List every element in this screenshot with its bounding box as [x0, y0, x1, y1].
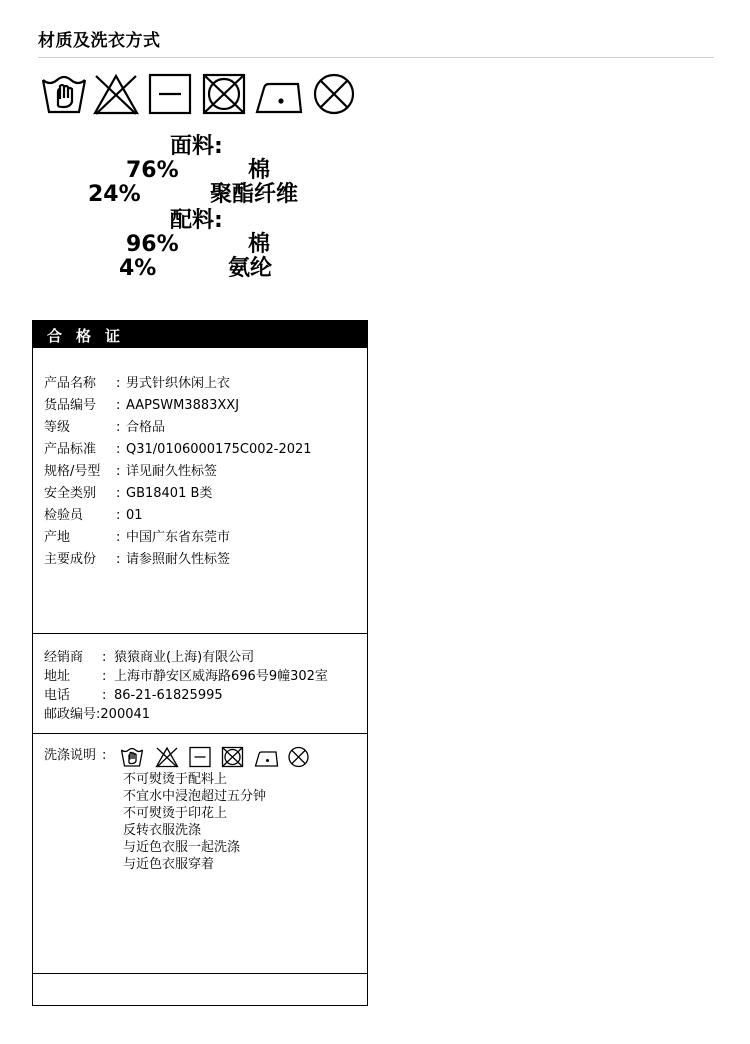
lining-percent: 96% — [126, 232, 179, 257]
fabric-label: 面料: — [170, 134, 223, 159]
certificate-header — [33, 321, 367, 348]
section-divider — [33, 633, 367, 634]
dealer-row: 地址 : 上海市静安区威海路696号9幢302室 — [44, 669, 328, 684]
section-divider — [33, 973, 367, 974]
wash-instruction: 反转衣服洗涤 — [123, 823, 202, 838]
section-title: 材质及洗衣方式 — [38, 31, 161, 51]
do-not-dry-clean-icon — [311, 72, 357, 116]
detail-row: 安全类别 : GB18401 B类 — [44, 486, 213, 501]
wash-instruction: 与近色衣服一起洗涤 — [123, 840, 241, 855]
dealer-row: 电话 : 86-21-61825995 — [44, 688, 223, 703]
dealer-row: 邮政编号:200041 — [44, 707, 151, 722]
wash-instruction: 不宜水中浸泡超过五分钟 — [123, 789, 267, 804]
fabric-percent: 76% — [126, 158, 179, 183]
lining-label: 配料: — [170, 208, 223, 233]
certificate-card — [32, 320, 368, 1006]
certificate-title: 合格证 — [47, 327, 135, 345]
detail-row: 产品标准 : Q31/0106000175C002-2021 — [44, 442, 312, 457]
flat-dry-icon — [189, 746, 211, 768]
hand-wash-icon — [40, 72, 88, 116]
title-divider — [38, 57, 714, 58]
lining-percent: 4% — [119, 256, 157, 281]
hand-wash-icon — [120, 746, 144, 768]
detail-row: 产品名称 : 男式针织休闲上衣 — [44, 376, 231, 391]
dealer-row: 经销商 : 猿猿商业(上海)有限公司 — [44, 650, 255, 665]
section-divider — [33, 733, 367, 734]
do-not-tumble-dry-icon — [201, 72, 247, 116]
lining-name: 棉 — [248, 232, 271, 257]
wash-instruction: 与近色衣服穿着 — [123, 857, 215, 872]
detail-row: 货品编号 : AAPSWM3883XXJ — [44, 398, 240, 413]
detail-row: 等级 : 合格品 — [44, 420, 166, 435]
do-not-dry-clean-icon — [287, 746, 310, 768]
fabric-percent: 24% — [88, 182, 141, 207]
detail-row: 主要成份 : 请参照耐久性标签 — [44, 552, 231, 567]
do-not-tumble-dry-icon — [221, 746, 244, 768]
do-not-bleach-icon — [155, 746, 179, 768]
wash-instruction: 不可熨烫于印花上 — [123, 806, 228, 821]
wash-instruction: 不可熨烫于配料上 — [123, 772, 228, 787]
detail-row: 产地 : 中国广东省东莞市 — [44, 530, 231, 545]
fabric-name: 聚酯纤维 — [210, 182, 299, 207]
detail-row: 规格/号型 : 详见耐久性标签 — [44, 464, 218, 479]
fabric-name: 棉 — [248, 158, 271, 183]
do-not-bleach-icon — [92, 72, 140, 116]
wash-instructions-label: 洗涤说明 : — [44, 748, 107, 763]
detail-row: 检验员 : 01 — [44, 508, 143, 523]
flat-dry-icon — [148, 72, 192, 116]
iron-low-heat-icon — [254, 746, 279, 768]
iron-low-heat-icon — [254, 72, 304, 116]
lining-name: 氨纶 — [228, 256, 273, 281]
